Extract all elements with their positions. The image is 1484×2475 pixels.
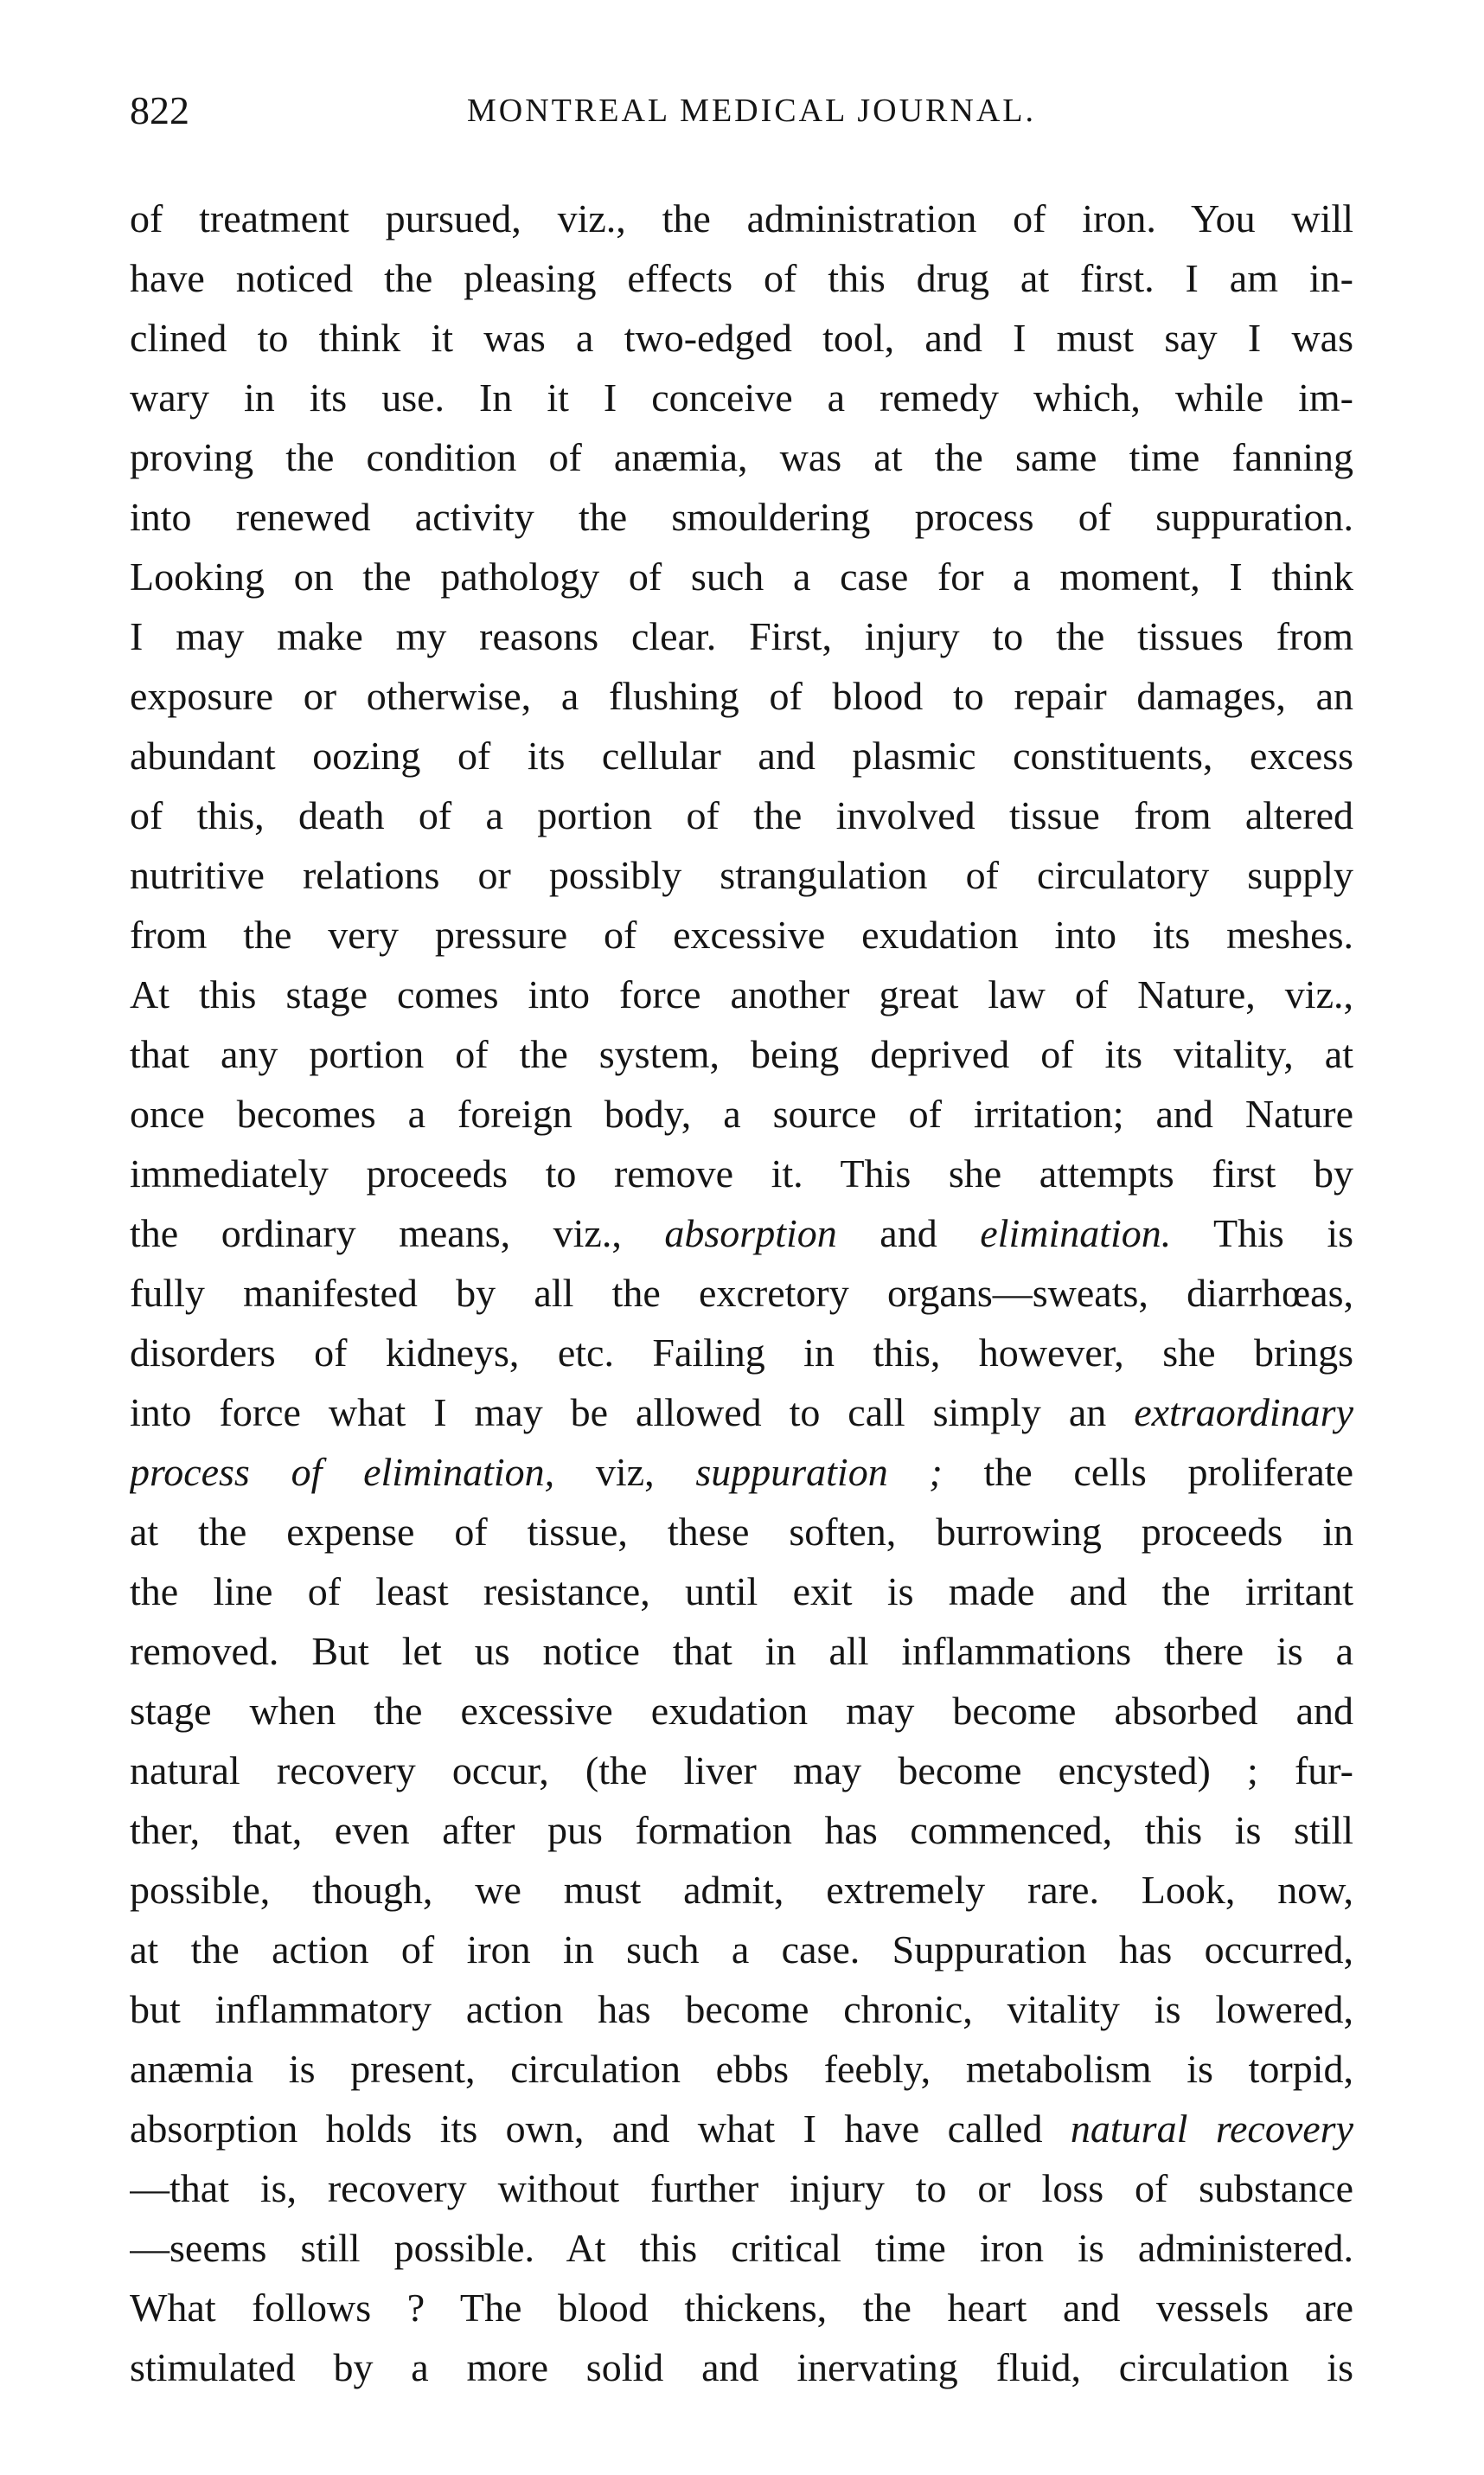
text-segment: What follows ? The blood thickens, the heart and vessels are <box>130 2286 1353 2330</box>
text-line <box>130 1263 1353 1323</box>
text-line <box>130 1323 1353 1382</box>
text-segment: into force what I may be allowed to call simply an <box>130 1390 1135 1434</box>
text-line <box>130 1502 1353 1561</box>
text-segment: fully manifested by all the excretory organs—sweats, diarrhœas, <box>130 1271 1353 1315</box>
text-line <box>130 1144 1353 1203</box>
text-segment: ther, that, even after pus formation has commenced, this is still <box>130 1808 1353 1852</box>
text-line <box>130 845 1353 905</box>
text-line <box>130 1561 1353 1621</box>
text-segment: exposure or otherwise, a flushing of blood to repair damages, an <box>130 674 1353 718</box>
text-segment: once becomes a foreign body, a source of irritation; and Nature <box>130 1092 1353 1136</box>
text-line <box>130 1084 1353 1144</box>
page-number: 822 <box>130 88 189 132</box>
text-line <box>130 1024 1353 1084</box>
text-segment: but inflammatory action has become chronic, vitality is lowered, <box>130 1987 1353 2031</box>
italic-text: elimination. <box>980 1211 1172 1255</box>
body-text <box>130 189 1353 2397</box>
text-line <box>130 666 1353 726</box>
text-segment: I may make my reasons clear. First, injury to the tissues from <box>130 614 1353 658</box>
text-line <box>130 1681 1353 1741</box>
text-segment: abundant oozing of its cellular and plasmic constituents, excess <box>130 734 1353 778</box>
text-line <box>130 1800 1353 1860</box>
text-line <box>130 726 1353 785</box>
text-segment: natural recovery occur, (the liver may become encysted) ; fur- <box>130 1748 1353 1792</box>
text-segment: at the expense of tissue, these soften, burrowing proceeds in <box>130 1510 1353 1554</box>
text-segment: of treatment pursued, viz., the administration of iron. You will <box>130 196 1353 240</box>
text-line <box>130 2099 1353 2158</box>
text-line <box>130 1382 1353 1442</box>
text-line <box>130 427 1353 487</box>
text-segment: possible, though, we must admit, extremely rare. Look, now, <box>130 1868 1353 1912</box>
text-segment: the line of least resistance, until exit is made and the irritant <box>130 1569 1353 1613</box>
text-segment: into renewed activity the smouldering process of suppuration. <box>130 495 1353 539</box>
text-line <box>130 189 1353 248</box>
text-line <box>130 368 1353 427</box>
text-line <box>130 248 1353 308</box>
text-segment: removed. But let us notice that in all inflammations there is a <box>130 1629 1353 1673</box>
italic-text: extraordinary <box>1134 1390 1353 1434</box>
text-segment: have noticed the pleasing effects of this drug at first. I am in- <box>130 256 1353 300</box>
text-line <box>130 1203 1353 1263</box>
italic-text: natural recovery <box>1070 2106 1353 2151</box>
italic-text: process of elimination, <box>130 1450 555 1494</box>
text-line <box>130 2218 1353 2278</box>
text-line <box>130 487 1353 547</box>
text-segment: absorption holds its own, and what I have called <box>130 2106 1071 2151</box>
page-header <box>130 85 1340 137</box>
text-segment: At this stage comes into force another great law of Nature, viz., <box>130 972 1353 1016</box>
text-line <box>130 308 1353 368</box>
text-line <box>130 965 1353 1024</box>
italic-text: suppuration ; <box>695 1450 943 1494</box>
text-segment: viz, <box>554 1450 696 1494</box>
text-segment: of this, death of a portion of the involved tissue from altered <box>130 793 1353 837</box>
text-line <box>130 1979 1353 2039</box>
text-line <box>130 2158 1353 2218</box>
text-line <box>130 785 1353 845</box>
text-segment: Looking on the pathology of such a case for a moment, I think <box>130 555 1353 599</box>
running-title: MONTREAL MEDICAL JOURNAL. <box>467 93 1036 129</box>
text-segment: disorders of kidneys, etc. Failing in this, however, she brings <box>130 1330 1353 1375</box>
italic-text: absorption <box>664 1211 837 1255</box>
text-segment: This is <box>1171 1211 1353 1255</box>
text-line <box>130 2337 1353 2397</box>
text-segment: clined to think it was a two-edged tool, and I must say I was <box>130 316 1353 360</box>
text-segment: at the action of iron in such a case. Suppuration has occurred, <box>130 1927 1353 1972</box>
text-line <box>130 547 1353 606</box>
text-line <box>130 905 1353 965</box>
text-line <box>130 1860 1353 1920</box>
text-segment: —that is, recovery without further injury to or loss of substance <box>130 2166 1353 2210</box>
text-segment: and <box>836 1211 981 1255</box>
text-segment: from the very pressure of excessive exudation into its meshes. <box>130 913 1353 957</box>
text-segment: immediately proceeds to remove it. This she attempts first by <box>130 1151 1353 1196</box>
text-line <box>130 1621 1353 1681</box>
text-segment: stage when the excessive exudation may become absorbed and <box>130 1689 1353 1733</box>
text-line <box>130 1741 1353 1800</box>
text-segment: the cells proliferate <box>942 1450 1353 1494</box>
text-segment: anæmia is present, circulation ebbs feebly, metabolism is torpid, <box>130 2047 1353 2091</box>
text-segment: proving the condition of anæmia, was at the same time fanning <box>130 435 1353 479</box>
text-line <box>130 2039 1353 2099</box>
text-line <box>130 606 1353 666</box>
text-segment: the ordinary means, viz., <box>130 1211 665 1255</box>
text-segment: —seems still possible. At this critical time iron is administered. <box>130 2226 1353 2270</box>
text-segment: nutritive relations or possibly strangulation of circulatory supply <box>130 853 1353 897</box>
text-segment: that any portion of the system, being deprived of its vitality, at <box>130 1032 1353 1076</box>
text-line <box>130 1442 1353 1502</box>
text-line <box>130 2278 1353 2337</box>
text-segment: stimulated by a more solid and inervating fluid, circulation is <box>130 2345 1353 2389</box>
text-segment: wary in its use. In it I conceive a remedy which, while im- <box>130 375 1353 420</box>
text-line <box>130 1920 1353 1979</box>
